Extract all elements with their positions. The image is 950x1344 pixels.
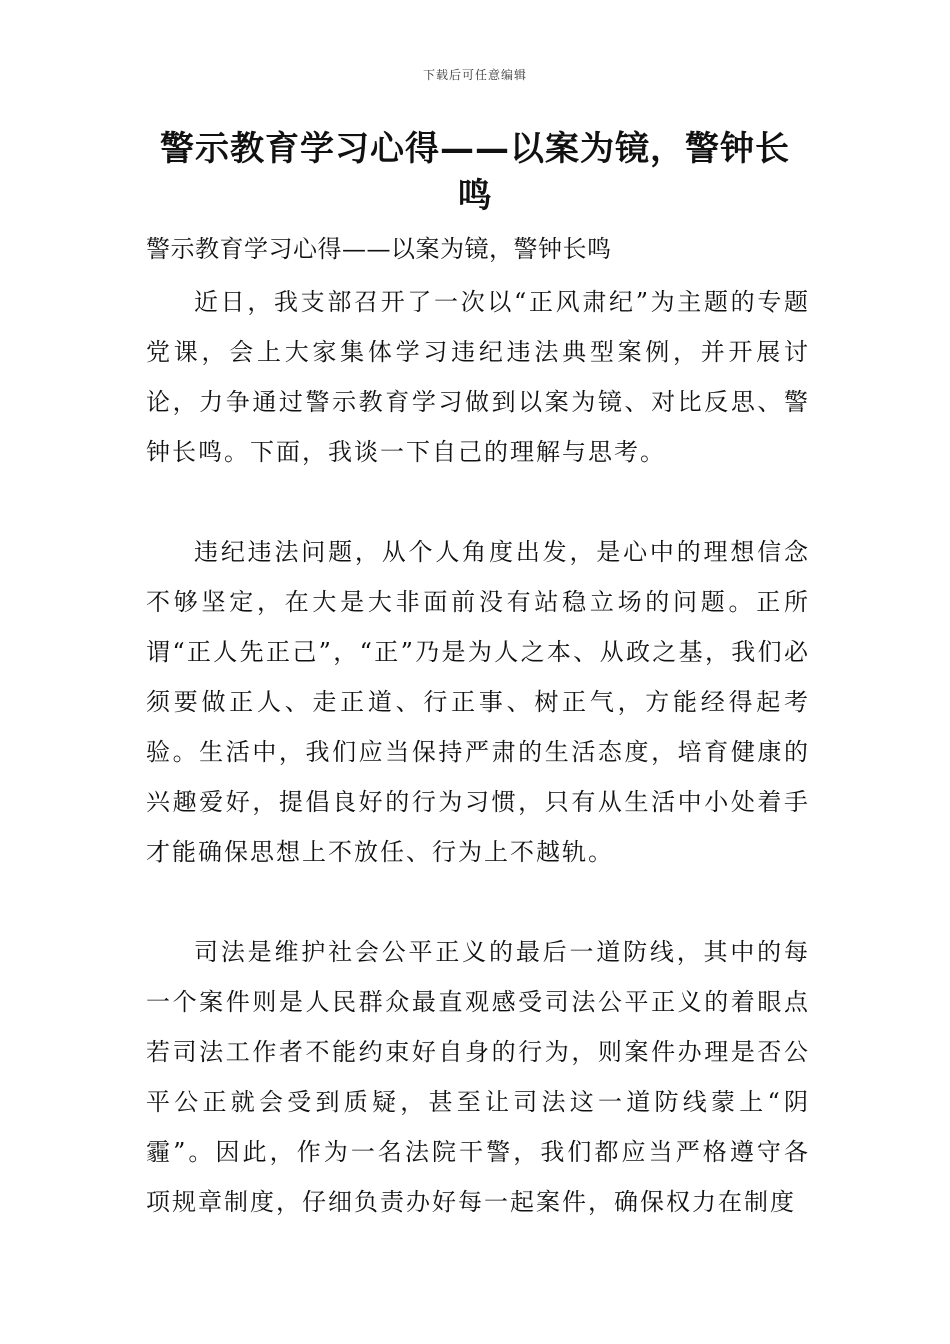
header-note: 下载后可任意编辑 xyxy=(422,68,527,82)
paragraph-2: 违纪违法问题，从个人角度出发，是心中的理想信念不够坚定，在大是大非面前没有站稳立场的问题。正所谓“正人先正己”，“正”乃是为人之本、从政之基，我们必须要做正人、走正道、行正事、树正气，方能经得起考验。生活中，我们应当保持严肃的生活态度，培育健康的兴趣爱好，提倡良好的行为习惯，只有从生活中小处着手才能确保思想上不放任、行为上不越轨。 xyxy=(146,538,810,866)
document-subtitle: 警示教育学习心得——以案为镜，警钟长鸣 xyxy=(146,235,612,263)
document-title: 警示教育学习心得——以案为镜，警钟长鸣 xyxy=(160,129,790,216)
document-body xyxy=(146,226,810,1227)
paragraph-1: 近日，我支部召开了一次以“正风肃纪”为主题的专题党课，会上大家集体学习违纪违法典型案例，并开展讨论，力争通过警示教育学习做到以案为镜、对比反思、警钟长鸣。下面，我谈一下自己的理解与思考。 xyxy=(146,288,810,466)
paragraph-3: 司法是维护社会公平正义的最后一道防线，其中的每一个案件则是人民群众最直观感受司法公平正义的着眼点若司法工作者不能约束好自身的行为，则案件办理是否公平公正就会受到质疑，甚至让司法这一道防线蒙上“阴霾”。因此，作为一名法院干警，我们都应当严格遵守各项规章制度，仔细负责办好每一起案件，确保权力在制度 xyxy=(146,938,810,1216)
